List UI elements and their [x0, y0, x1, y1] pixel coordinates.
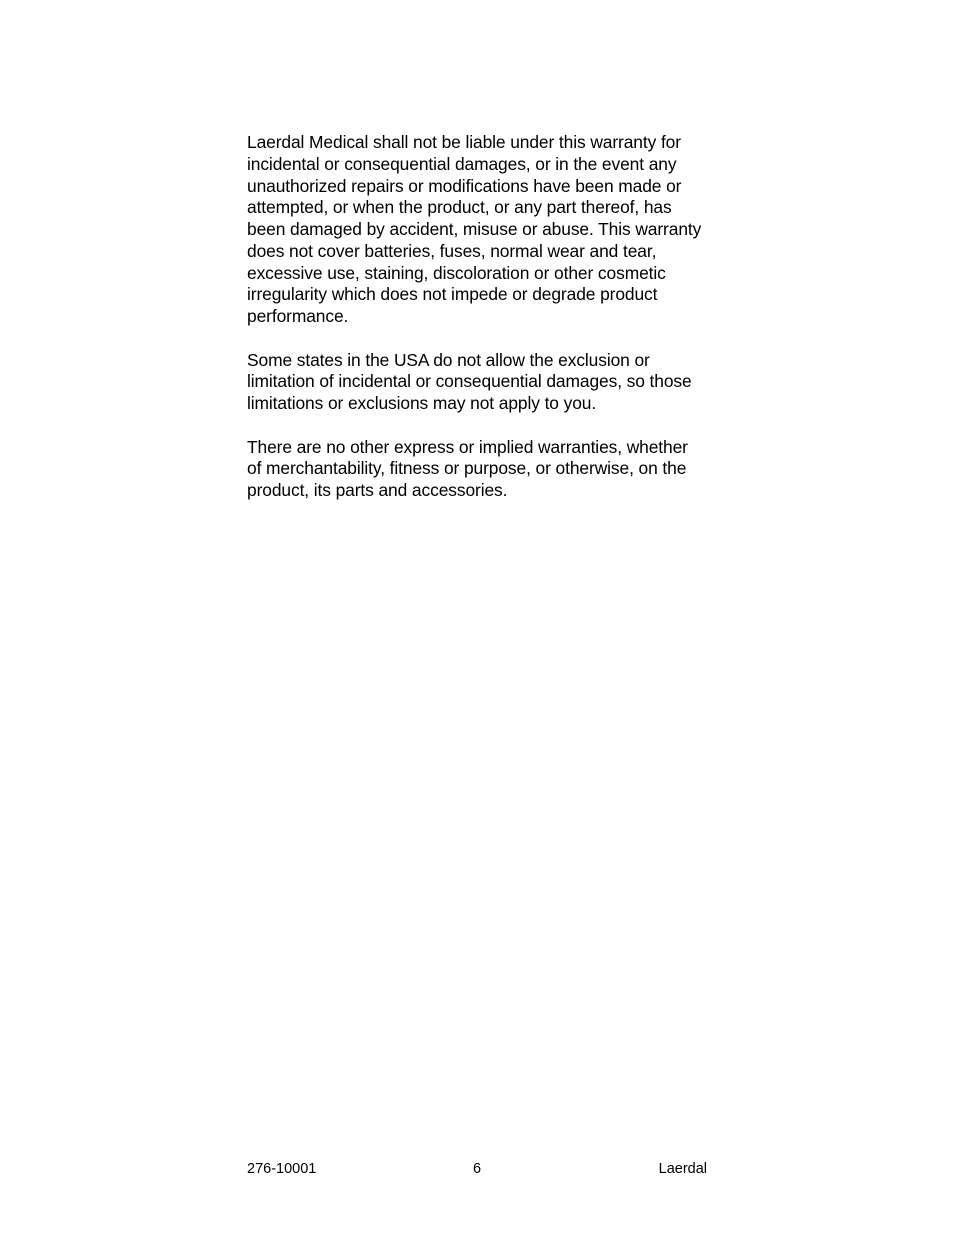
paragraph-liability — [247, 132, 717, 328]
document-number: 276-10001 — [247, 1161, 317, 1177]
paragraph-state-law — [247, 350, 717, 415]
text-line: limitations or exclusions may not apply to you. — [247, 393, 597, 413]
text-line: performance. — [247, 306, 349, 326]
text-line: excessive use, staining, discoloration or other cosmetic — [247, 262, 666, 283]
text-line: Laerdal Medical shall not be liable under this warranty for — [247, 132, 681, 152]
text-line: does not cover batteries, fuses, normal wear and tear, — [247, 240, 657, 261]
text-line: There are no other express or implied warranties, whether — [247, 436, 688, 457]
text-line: of merchantability, fitness or purpose, or otherwise, on the — [247, 458, 687, 479]
warranty-text — [247, 132, 717, 524]
text-line: incidental or consequential damages, or in the event any — [247, 153, 677, 174]
text-line: been damaged by accident, misuse or abuse. This warranty — [247, 219, 702, 239]
text-line: product, its parts and accessories. — [247, 480, 508, 500]
brand-name: Laerdal — [658, 1161, 707, 1177]
page-number: 6 — [473, 1161, 482, 1177]
text-line: unauthorized repairs or modifications have been made or — [247, 175, 682, 196]
text-line: irregularity which does not impede or degrade product — [247, 284, 658, 305]
text-line: limitation of incidental or consequential damages, so those — [247, 371, 692, 392]
page-footer — [247, 1160, 707, 1180]
text-line: Some states in the USA do not allow the exclusion or — [247, 349, 650, 370]
paragraph-no-other-warranties — [247, 437, 717, 502]
text-line: attempted, or when the product, or any part thereof, has — [247, 197, 672, 218]
